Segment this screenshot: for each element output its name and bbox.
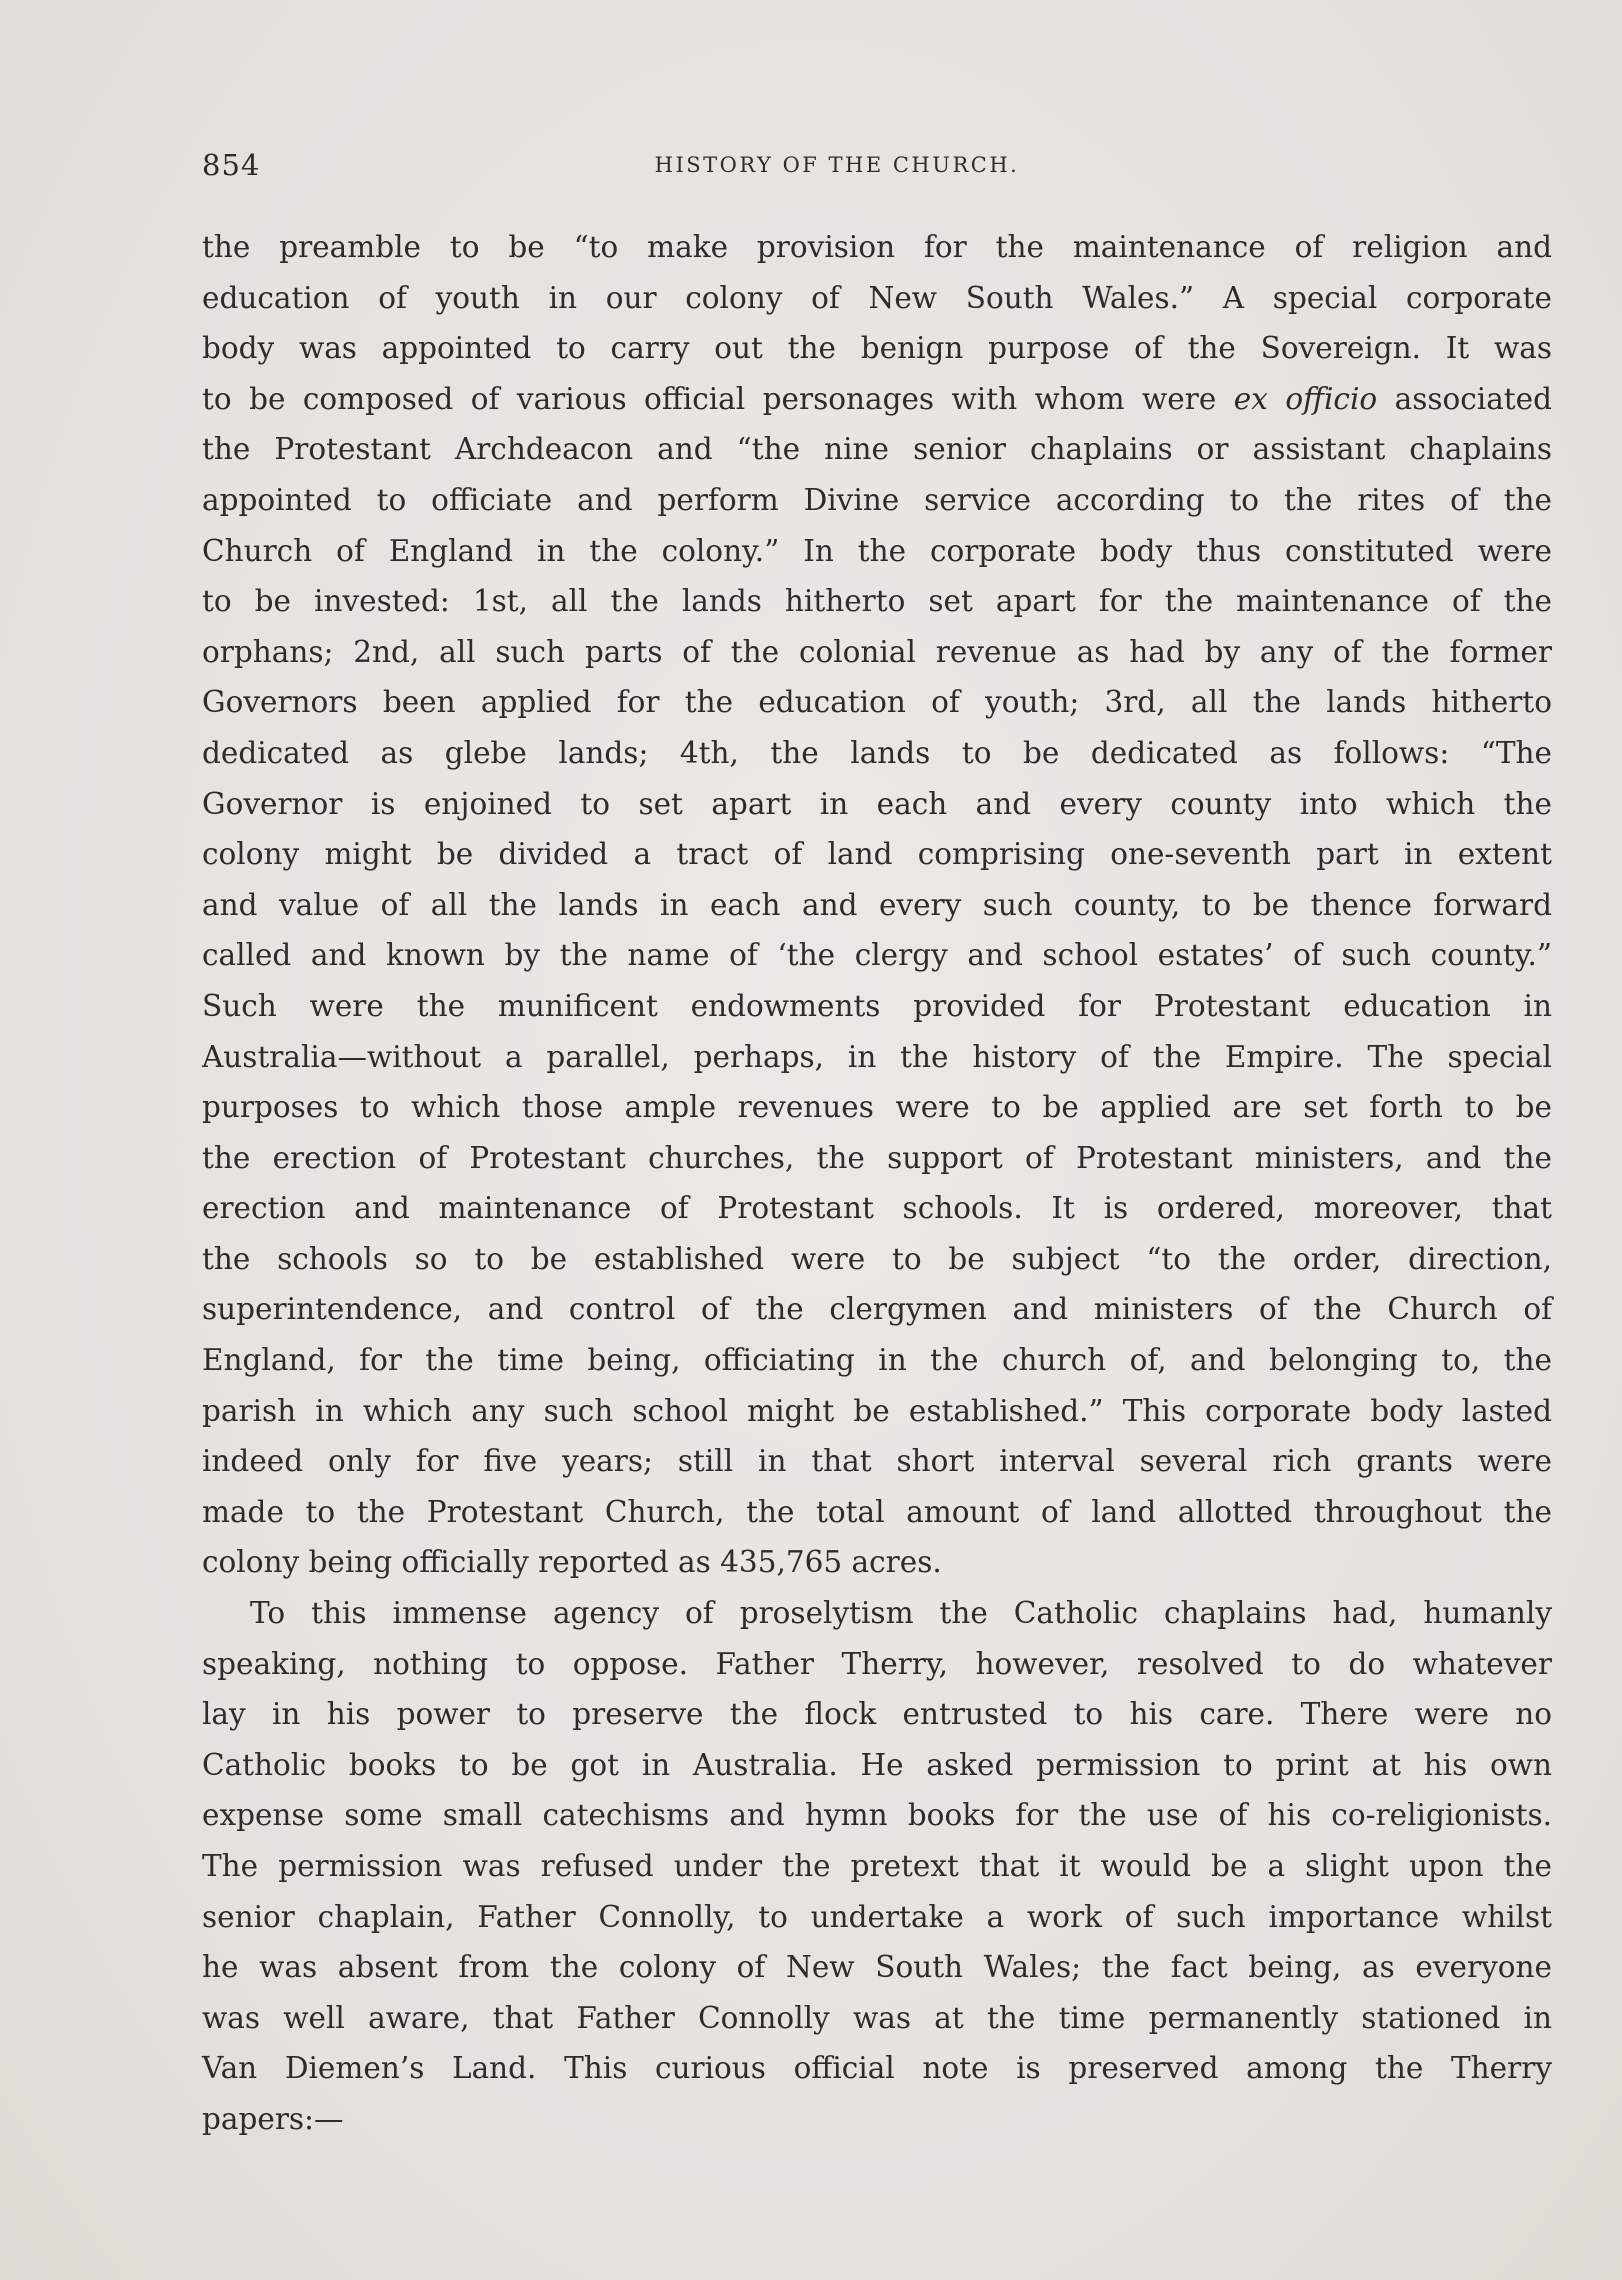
text-line: called and known by the name of ‘the clergy and school estates’ of such county.” [202, 938, 1552, 973]
text-line: Church of England in the colony.” In the corporate body thus constituted were [202, 533, 1552, 568]
text-line: Governors been applied for the education of youth; 3rd, all the lands hitherto [202, 685, 1552, 720]
text-line [202, 374, 1552, 425]
text-line: papers:— [202, 2101, 344, 2136]
text-line: the preamble to be “to make provision for the maintenance of religion and [202, 230, 1552, 264]
running-header [202, 148, 1552, 188]
text-line: the erection of Protestant churches, the support of Protestant ministers, and the [202, 1140, 1552, 1175]
text-line: made to the Protestant Church, the total amount of land allotted throughout the [202, 1494, 1552, 1529]
text-line: body was appointed to carry out the benign purpose of the Sovereign. It was [202, 331, 1552, 366]
text-line: indeed only for five years; still in that short interval several rich grants were [202, 1444, 1552, 1479]
text-line: Catholic books to be got in Australia. He asked permission to print at his own [202, 1747, 1552, 1782]
page-number: 854 [202, 148, 261, 182]
paragraph-1 [202, 222, 1552, 1588]
text-line: was well aware, that Father Connolly was at the time permanently stationed in [202, 2000, 1552, 2035]
text-line: colony being officially reported as 435,765 acres. [202, 1545, 942, 1580]
text-line: Governor is enjoined to set apart in each and every county into which the [202, 786, 1552, 821]
text-line: erection and maintenance of Protestant schools. It is ordered, moreover, that [202, 1191, 1552, 1226]
text-line: orphans; 2nd, all such parts of the colonial revenue as had by any of the former [202, 634, 1552, 669]
text-line: lay in his power to preserve the flock entrusted to his care. There were no [202, 1697, 1552, 1732]
text-line-start: to be composed of various official personages with whom were [202, 381, 1234, 416]
italic-phrase: ex officio [1233, 381, 1378, 416]
text-line: and value of all the lands in each and every such county, to be thence forward [202, 887, 1552, 922]
text-line: superintendence, and control of the clergymen and ministers of the Church of [202, 1292, 1552, 1327]
text-line: the schools so to be established were to be subject “to the order, direction, [202, 1241, 1552, 1276]
text-line: speaking, nothing to oppose. Father Therry, however, resolved to do whatever [202, 1646, 1552, 1681]
text-line: the Protestant Archdeacon and “the nine senior chaplains or assistant chaplains [202, 432, 1552, 467]
text-line: England, for the time being, officiating in the church of, and belonging to, the [202, 1343, 1552, 1378]
text-line: colony might be divided a tract of land comprising one-seventh part in extent [202, 837, 1552, 872]
text-line: dedicated as glebe lands; 4th, the lands to be dedicated as follows: “The [202, 735, 1552, 770]
text-line: education of youth in our colony of New South Wales.” A special corporate [202, 280, 1552, 315]
body-text [202, 222, 1552, 2145]
text-line: Such were the munificent endowments provided for Protestant education in [202, 988, 1552, 1023]
paragraph-2 [202, 1588, 1552, 2145]
text-line: to be invested: 1st, all the lands hitherto set apart for the maintenance of the [202, 584, 1552, 619]
text-line: parish in which any such school might be established.” This corporate body lasted [202, 1393, 1552, 1428]
text-line: purposes to which those ample revenues were to be applied are set forth to be [202, 1090, 1552, 1125]
text-line: expense some small catechisms and hymn books for the use of his co-religionists. [202, 1798, 1552, 1833]
text-line: To this immense agency of proselytism the Catholic chaplains had, humanly [250, 1596, 1552, 1631]
text-line: senior chaplain, Father Connolly, to undertake a work of such importance whilst [202, 1899, 1552, 1934]
text-line: appointed to officiate and perform Divine service according to the rites of the [202, 482, 1552, 517]
text-line: Australia—without a parallel, perhaps, in the history of the Empire. The special [202, 1039, 1552, 1074]
text-line: The permission was refused under the pretext that it would be a slight upon the [202, 1849, 1552, 1883]
running-title: HISTORY OF THE CHURCH. [654, 153, 1020, 177]
text-line-tail: associated [1377, 381, 1552, 416]
text-line: Van Diemen’s Land. This curious official note is preserved among the Therry [202, 2051, 1552, 2086]
text-line: he was absent from the colony of New South Wales; the fact being, as everyone [202, 1950, 1552, 1985]
